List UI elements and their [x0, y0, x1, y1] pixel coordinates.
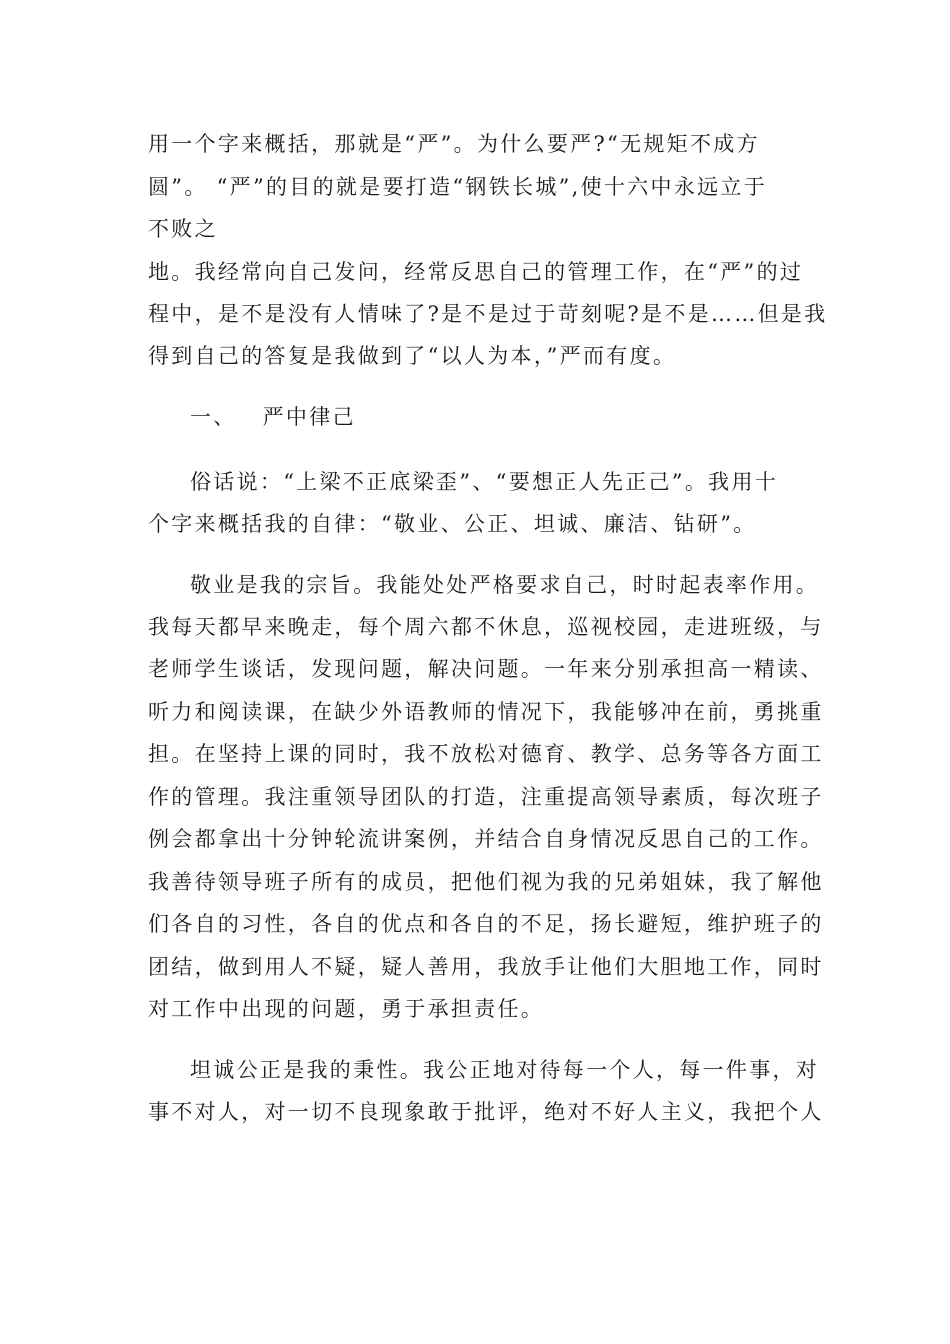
- paragraph-line: 我善待领导班子所有的成员，把他们视为我的兄弟姐妹，我了解他: [148, 870, 824, 894]
- paragraph-line: 得到自己的答复是我做到了“以人为本，”严而有度。: [148, 344, 677, 368]
- paragraph-line: 敬业是我的宗旨。我能处处严格要求自己，时时起表率作用。: [190, 573, 820, 597]
- paragraph-line: 例会都拿出十分钟轮流讲案例，并结合自身情况反思自己的工作。: [148, 827, 824, 851]
- paragraph-line: 用一个字来概括，那就是“严”。为什么要严?“无规矩不成方: [148, 132, 760, 156]
- paragraph-line: 个字来概括我的自律：“敬业、公正、坦诚、廉洁、钻研”。: [148, 512, 757, 536]
- paragraph-line: 老师学生谈话，发现问题，解决问题。一年来分别承担高一精读、: [148, 657, 824, 681]
- paragraph-line: 我每天都早来晚走，每个周六都不休息，巡视校园，走进班级，与: [148, 615, 824, 639]
- paragraph-line: 坦诚公正是我的秉性。我公正地对待每一个人，每一件事，对: [190, 1058, 820, 1082]
- paragraph-line: 地。我经常向自己发问，经常反思自己的管理工作，在“严”的过: [148, 260, 804, 284]
- paragraph-line: 们各自的习性，各自的优点和各自的不足，扬长避短，维护班子的: [148, 912, 824, 936]
- paragraph-line: 团结，做到用人不疑，疑人善用，我放手让他们大胆地工作，同时: [148, 955, 824, 979]
- paragraph-line: 作的管理。我注重领导团队的打造，注重提高领导素质，每次班子: [148, 785, 824, 809]
- paragraph-line: 担。在坚持上课的同时，我不放松对德育、教学、总务等各方面工: [148, 742, 824, 766]
- section-heading-number: 一、: [190, 405, 237, 429]
- section-heading: [190, 402, 356, 432]
- paragraph-line: 事不对人，对一切不良现象敢于批评，绝对不好人主义，我把个人: [148, 1100, 824, 1124]
- paragraph-line: 程中，是不是没有人情味了?是不是过于苛刻呢?是不是……但是我: [148, 302, 828, 326]
- paragraph-line: 听力和阅读课，在缺少外语教师的情况下，我能够冲在前，勇挑重: [148, 700, 824, 724]
- paragraph-line: 圆”。 “严”的目的就是要打造“钢铁长城”,使十六中永远立于: [148, 175, 768, 199]
- section-heading-title: 严中律己: [262, 405, 356, 429]
- paragraph-line: 对工作中出现的问题，勇于承担责任。: [148, 997, 545, 1021]
- paragraph-line: 俗话说：“上梁不正底梁歪”、“要想正人先正己”。我用十: [190, 470, 779, 494]
- paragraph-line: 不败之: [148, 217, 218, 241]
